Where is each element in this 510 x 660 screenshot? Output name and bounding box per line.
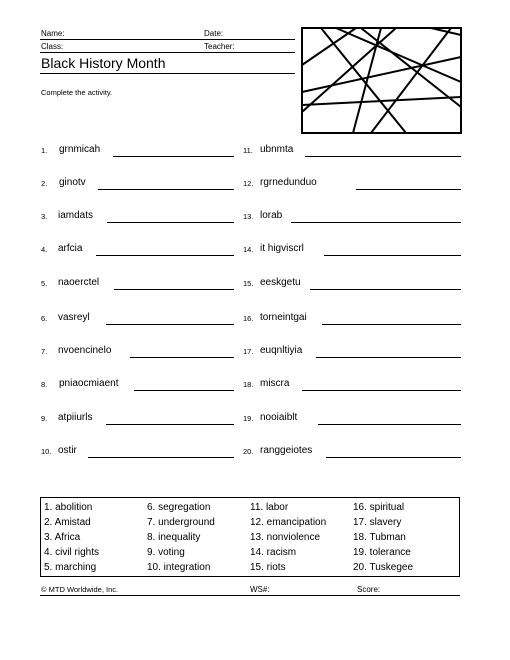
question-number: 20. xyxy=(243,447,254,456)
scrambled-word: miscra xyxy=(260,378,290,389)
word-bank-item: 2. Amistad xyxy=(44,517,91,528)
instructions: Complete the activity. xyxy=(41,88,113,97)
scrambled-word: nooiaiblt xyxy=(260,412,298,423)
question-number: 12. xyxy=(243,179,254,188)
question-number: 3. xyxy=(41,212,48,221)
word-bank-item: 10. integration xyxy=(147,562,211,573)
word-bank-item: 19. tolerance xyxy=(353,547,411,558)
question-number: 14. xyxy=(243,245,254,254)
scrambled-word: ginotv xyxy=(59,177,86,188)
answer-line[interactable] xyxy=(356,189,461,190)
word-bank-item: 1. abolition xyxy=(44,502,93,513)
scrambled-word: ostir xyxy=(58,445,77,456)
answer-line[interactable] xyxy=(134,390,234,391)
worksheet-title: Black History Month xyxy=(41,55,166,71)
question-number: 1. xyxy=(41,146,48,155)
word-bank-item: 4. civil rights xyxy=(44,547,100,558)
class-teacher-rule xyxy=(40,52,295,53)
question-number: 8. xyxy=(41,380,48,389)
question-number: 7. xyxy=(41,347,48,356)
scrambled-word: it higviscrl xyxy=(260,243,304,254)
word-bank-item: 8. inequality xyxy=(147,532,201,543)
scrambled-word: naoerctel xyxy=(58,277,100,288)
word-bank xyxy=(40,497,460,577)
question-number: 16. xyxy=(243,314,254,323)
question-number: 13. xyxy=(243,212,254,221)
class-label: Class: xyxy=(41,42,64,51)
word-bank-item: 6. segregation xyxy=(147,502,211,513)
answer-line[interactable] xyxy=(113,156,234,157)
word-bank-item: 14. racism xyxy=(250,547,297,558)
date-label: Date: xyxy=(204,29,224,38)
question-number: 2. xyxy=(41,179,48,188)
word-bank-item: 16. spiritual xyxy=(353,502,405,513)
word-bank-item: 20. Tuskegee xyxy=(353,562,414,573)
answer-line[interactable] xyxy=(324,255,461,256)
answer-line[interactable] xyxy=(96,255,234,256)
answer-line[interactable] xyxy=(302,390,461,391)
word-bank-item: 18. Tubman xyxy=(353,532,406,543)
title-rule xyxy=(40,73,295,74)
footer-rule xyxy=(40,595,460,596)
answer-line[interactable] xyxy=(305,156,461,157)
score-label: Score: xyxy=(357,585,381,594)
answer-line[interactable] xyxy=(107,222,234,223)
question-number: 18. xyxy=(243,380,254,389)
scrambled-word: arfcia xyxy=(58,243,83,254)
answer-line[interactable] xyxy=(88,457,234,458)
answer-line[interactable] xyxy=(114,289,234,290)
answer-line[interactable] xyxy=(310,289,461,290)
question-number: 6. xyxy=(41,314,48,323)
copyright-text: © MTD Worldwide, Inc. xyxy=(41,585,119,594)
answer-line[interactable] xyxy=(316,357,461,358)
answer-line[interactable] xyxy=(106,424,234,425)
word-bank-item: 9. voting xyxy=(147,547,185,558)
scrambled-word: iamdats xyxy=(58,210,94,221)
scrambled-word: ranggeiotes xyxy=(260,445,313,456)
scrambled-word: nvoencinelo xyxy=(58,345,112,356)
scrambled-word: eeskgetu xyxy=(260,277,301,288)
word-bank-item: 13. nonviolence xyxy=(250,532,321,543)
word-bank-item: 5. marching xyxy=(44,562,97,573)
question-number: 10. xyxy=(41,447,52,456)
scrambled-word: rgrnedunduo xyxy=(260,177,317,188)
answer-line[interactable] xyxy=(322,324,461,325)
word-bank-item: 3. Africa xyxy=(44,532,81,543)
scrambled-word: vasreyl xyxy=(58,312,90,323)
question-number: 9. xyxy=(41,414,48,423)
word-bank-item: 7. underground xyxy=(147,517,215,528)
question-number: 15. xyxy=(243,279,254,288)
answer-line[interactable] xyxy=(130,357,234,358)
word-bank-item: 11. labor xyxy=(250,502,289,513)
scrambled-word: euqnltiyia xyxy=(260,345,303,356)
answer-line[interactable] xyxy=(326,457,461,458)
scrambled-word: ubnmta xyxy=(260,144,294,155)
name-date-rule xyxy=(40,39,295,40)
question-number: 4. xyxy=(41,245,48,254)
teacher-label: Teacher: xyxy=(204,42,235,51)
answer-line[interactable] xyxy=(318,424,461,425)
answer-line[interactable] xyxy=(98,189,234,190)
ws-number-label: WS#: xyxy=(250,585,270,594)
scrambled-word: pniaocmiaent xyxy=(59,378,119,389)
name-label: Name: xyxy=(41,29,65,38)
answer-line[interactable] xyxy=(291,222,461,223)
question-number: 11. xyxy=(243,146,253,155)
word-bank-item: 17. slavery xyxy=(353,517,402,528)
scrambled-word: torneintgai xyxy=(260,312,307,323)
decorative-line-art xyxy=(301,27,462,134)
answer-line[interactable] xyxy=(106,324,234,325)
scrambled-word: grnmicah xyxy=(59,144,101,155)
scrambled-word: atpiiurls xyxy=(58,412,93,423)
word-bank-item: 12. emancipation xyxy=(250,517,327,528)
question-number: 19. xyxy=(243,414,254,423)
question-number: 5. xyxy=(41,279,48,288)
question-number: 17. xyxy=(243,347,254,356)
word-bank-item: 15. riots xyxy=(250,562,286,573)
scrambled-word: lorab xyxy=(260,210,283,221)
